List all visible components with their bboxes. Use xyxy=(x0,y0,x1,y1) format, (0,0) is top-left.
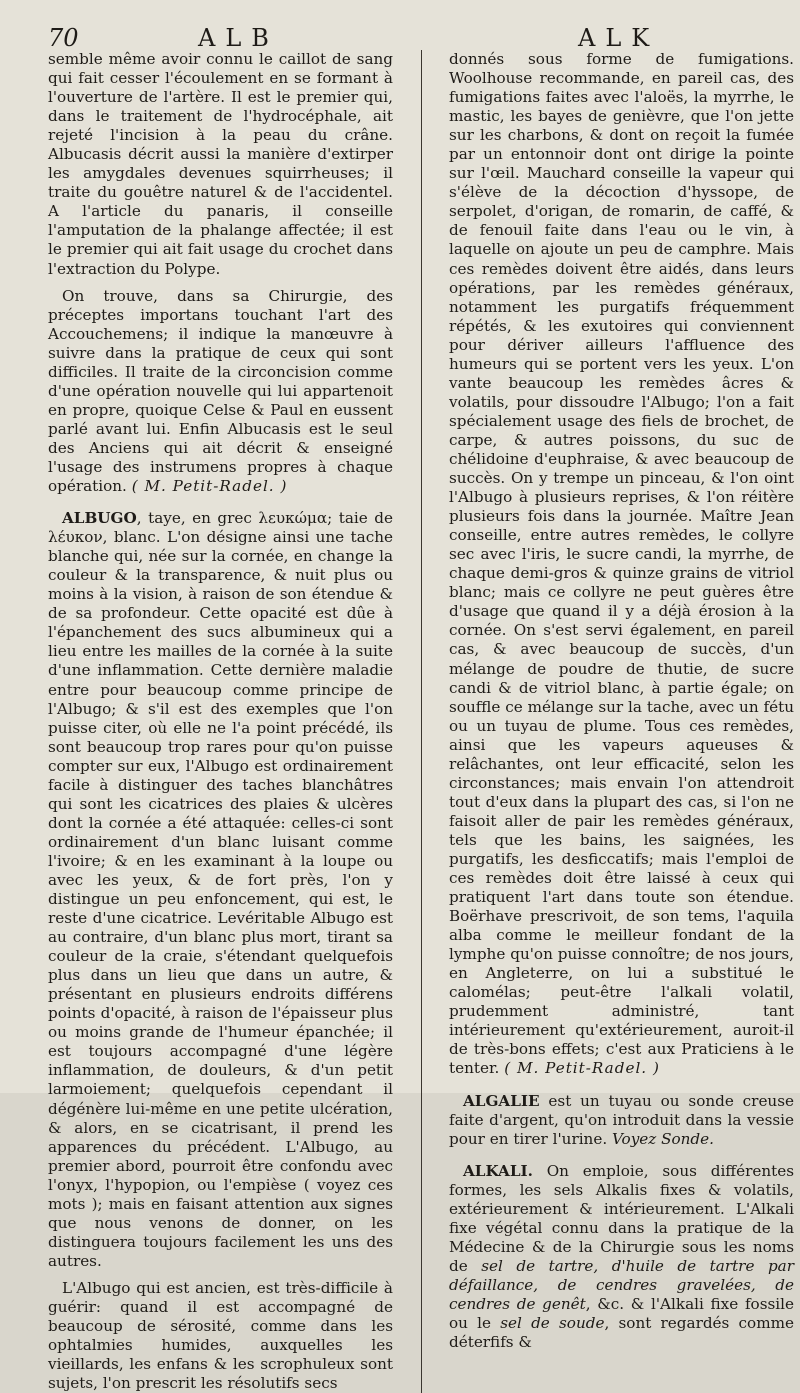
page-header xyxy=(48,22,794,50)
text-columns xyxy=(48,50,794,1393)
running-head-right: ALK xyxy=(578,24,660,52)
column-divider xyxy=(421,50,422,1393)
paragraph-albucasis-end: semble même avoir connu le caillot de sang qui fait cesser l'écoulement en se formant à l'ouverture de l'artère. Il est le premier qui, dans le traitement de l'hydrocéphale, ait rejeté l'incision à la peau du crâne. Albucasis décrit aussi la manière d'extirper les amygdales devenues squirrheuses; il traite du gouêtre naturel & de l'accidentel. A l'article du panaris, il conseille l'amputation de la phalange affectée; il est le premier qui ait fait usage du crochet dans l'extraction du Polype. xyxy=(48,50,393,278)
paragraph-text: donnés sous forme de fumigations. Woolhouse recommande, en pareil cas, des fumigations faites avec l'aloës, la myrrhe, le mastic, les bayes de genièvre, que l'on jette sur les charbons, & dont on reçoit la fumée par un entonnoir dont ont dirige la pointe sur l'œil. Mauchard conseille la vapeur qui s'élève de la décoction d'hyssope, de serpolet, d'origan, de romarin, de caffé, & de fenouil faite dans l'eau ou le vin, à laquelle on ajoute un peu de camphre. Mais ces remèdes doivent être aidés, dans leurs opérations, par les remèdes généraux, notamment les purgatifs fréquemment répétés, & les exutoires qui conviennent pour dériver ailleurs l'affluence des humeurs qui se portent vers les yeux. L'on vante beaucoup les remèdes âcres & volatils, pour dissoudre l'Albugo; l'on a fait spécialement usage des fiels de brochet, de carpe, & autres poissons, du suc de chélidoine d'euphraise, & avec beaucoup de succès. On y trempe un pinceau, & l'on oint l'Albugo à plusieurs reprises, & l'on réitère plusieurs fois dans la journée. Maître Jean conseille, entre autres remèdes, le collyre sec avec l'iris, le sucre candi, la myrrhe, de chaque demi-gros & quinze grains de vitriol blanc; mais ce collyre ne peut guères être d'usage que quand il y a déjà érosion à la cornée. On s'est servi également, en pareil cas, & avec beaucoup de succès, d'un mélange de poudre de thutie, de sucre candi & de vitriol blanc, à partie égale; on souffle ce mélange sur la tache, avec un fétu ou un tuyau de plume. Tous ces remèdes, ainsi que les vapeurs aqueuses & relâchantes, ont leur efficacité, selon les circonstances; mais envain l'on attendroit tout d'eux dans la plupart des cas, si l'on ne faisoit aller de pair les remèdes généraux, tels que les bains, les saignées, les purgatifs, les desficcatifs; mais l'emploi de ces remèdes doit être laissé à ceux qui pratiquent l'art dans toute son étendue. Boërhave prescrivoit, de son tems, l'aquila alba comme le meilleur fondant de la lymphe qu'on puisse connoître; de nos jours, en Angleterre, on lui a substitué le calomélas; peut-être l'alkali volatil, prudemment administré, tant intérieurement qu'extérieurement, auroit-il de très-bons effets; c'est aux Praticiens à le tenter. xyxy=(449,50,794,1078)
entry-text-end: , sont regardés comme déterfifs & xyxy=(449,1314,794,1352)
italic-names: sel de tartre, d'huile de tartre par défaillance, de cendres gravelées, de cendres de genêt xyxy=(449,1256,794,1313)
left-column xyxy=(48,50,393,1393)
entry-headword: ALBUGO xyxy=(62,509,137,528)
entry-text: On emploie, sous différentes formes, les sels Alkalis fixes & volatils, extérieurement & intérieurement. L'Alkali fixe végétal connu dans la pratique de la Médecine & de la Chirurgie sous les noms de xyxy=(449,1161,794,1275)
paragraph-accouchemens xyxy=(48,287,393,497)
paragraph-albugo-treatment: L'Albugo qui est ancien, est très-difficile à guérir: quand il est accompagné de beaucoup de sérosité, comme dans les ophtalmies humides, auxquelles les vieillards, les enfans & les scrophuleux sont sujets, l'on prescrit les résolutifs secs xyxy=(48,1278,393,1393)
entry-text: , taye, en grec λευκώμα; taie de λέυκον, blanc. L'on désigne ainsi une tache blanche qui, née sur la cornée, en change la couleur & la transparence, & nuit plus ou moins à la vision, à raison de son étendue & de sa profondeur. Cette opacité est dûe à l'épanchement des sucs albumineux qui a lieu entre les mailles de la cornée à la suite d'une inflammation. Cette dernière maladie entre pour beaucoup comme principe de l'Albugo; & s'il est des exemples que l'on puisse citer, où elle ne l'a point précédé, ils sont beaucoup trop rares pour qu'on puisse compter sur eux, l'Albugo est ordinairement facile à distinguer des taches blanchâtres qui sont les cicatrices des plaies & ulcères dont la cornée a été attaquée: celles-ci sont ordinairement d'un blanc luisant comme l'ivoire; & en les examinant à la loupe ou avec les yeux, & de fort près, l'on y distingue un peu enfoncement, qui est, le reste d'une cicatrice. Levéritable Albugo est au contraire, d'un blanc plus mort, tirant sa couleur de la craie, s'étendant quelquefois plus dans un lieu que dans un autre, & présentant en plusieurs endroits différens points d'opacité, à raison de l'épaisseur plus ou moins grande de l'humeur épanchée; il est toujours accompagné d'une légère inflammation, de douleurs, & d'un petit larmoiement; quelquefois cependant il dégénère lui-même en une petite ulcération, & alors, en se cicatrisant, il prend les apparences du précédent. L'Albugo, au premier abord, pourroit être confondu avec l'onyx, l'hypopion, ou l'empièse ( voyez ces mots ); mais en faisant attention aux signes que nous venons de donner, on les distinguera toujours facilement les uns des autres. xyxy=(48,509,393,1270)
page-number: 70 xyxy=(48,24,79,52)
entry-algalie xyxy=(449,1092,794,1149)
right-column xyxy=(449,50,794,1393)
entry-headword: ALKALI. xyxy=(463,1161,533,1180)
cross-reference: Voyez Sonde. xyxy=(611,1129,714,1148)
entry-text-mid: , &c. & l'Alkali fixe fossile ou le xyxy=(449,1295,794,1333)
italic-soude: sel de soude xyxy=(500,1314,605,1333)
author-signature: ( M. Petit-Radel. ) xyxy=(504,1059,660,1078)
author-signature: ( M. Petit-Radel. ) xyxy=(131,477,288,496)
entry-text: est un tuyau ou sonde creuse faite d'argent, qu'on introduit dans la vessie pour en tirer l'urine. xyxy=(449,1091,794,1148)
entry-alkali xyxy=(449,1162,794,1352)
entry-headword: ALGALIE xyxy=(463,1091,540,1110)
paragraph-fumigations xyxy=(449,50,794,1079)
running-head-left: ALB xyxy=(198,24,279,52)
paragraph-text: On trouve, dans sa Chirurgie, des préceptes importans touchant l'art des Accouchemens; il indique la manœuvre à suivre dans la pratique de ceux qui sont difficiles. Il traite de la circoncision comme d'une opération nouvelle qui lui appartenoit en propre, quoique Celse & Paul en eussent parlé avant lui. Enfin Albucasis est le seul des Anciens qui ait décrit & enseigné l'usage des instrumens propres à chaque opération. xyxy=(48,286,393,496)
entry-albugo xyxy=(48,509,393,1271)
